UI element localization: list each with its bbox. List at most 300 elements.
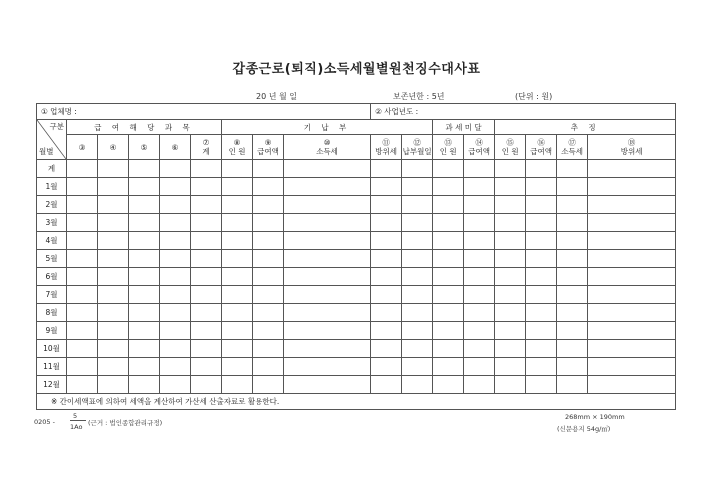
- entry-cell[interactable]: [588, 340, 676, 358]
- table-row: [37, 232, 676, 250]
- entry-cell[interactable]: [191, 214, 222, 232]
- group-untaxed-header: 과 세 미 달: [433, 120, 495, 135]
- entry-cell[interactable]: [222, 250, 253, 268]
- entry-cell[interactable]: [129, 304, 160, 322]
- entry-cell[interactable]: [371, 304, 402, 322]
- entry-cell[interactable]: [129, 268, 160, 286]
- column-number: ⑫: [413, 138, 421, 147]
- month-label: 4월: [37, 232, 67, 250]
- entry-cell[interactable]: [588, 232, 676, 250]
- entry-cell[interactable]: [253, 232, 284, 250]
- entry-cell[interactable]: [253, 358, 284, 376]
- column-header-16: [526, 135, 557, 160]
- entry-cell[interactable]: [402, 160, 433, 178]
- entry-cell[interactable]: [588, 250, 676, 268]
- month-label: 9월: [37, 322, 67, 340]
- table-row: [37, 376, 676, 394]
- company-label: ① 업체명 :: [41, 107, 77, 116]
- entry-cell[interactable]: [371, 376, 402, 394]
- table-row: [37, 358, 676, 376]
- column-header-18: [588, 135, 676, 160]
- entry-cell[interactable]: [222, 196, 253, 214]
- entry-cell[interactable]: [129, 160, 160, 178]
- entry-cell[interactable]: [253, 250, 284, 268]
- entry-cell[interactable]: [67, 160, 98, 178]
- entry-cell[interactable]: [160, 250, 191, 268]
- entry-cell[interactable]: [588, 286, 676, 304]
- entry-cell[interactable]: [67, 214, 98, 232]
- unit-note: (단위 : 원): [515, 92, 553, 101]
- entry-cell[interactable]: [495, 268, 526, 286]
- entry-cell[interactable]: [98, 358, 129, 376]
- entry-cell[interactable]: [191, 286, 222, 304]
- entry-cell[interactable]: [557, 376, 588, 394]
- date-line: 20 년 월 일: [256, 92, 297, 101]
- month-label: 7월: [37, 286, 67, 304]
- entry-cell[interactable]: [129, 340, 160, 358]
- column-label: 납부월일: [402, 147, 432, 156]
- entry-cell[interactable]: [67, 196, 98, 214]
- entry-cell[interactable]: [495, 214, 526, 232]
- entry-cell[interactable]: [67, 340, 98, 358]
- month-label: 12월: [37, 376, 67, 394]
- entry-cell[interactable]: [371, 178, 402, 196]
- entry-cell[interactable]: [98, 178, 129, 196]
- entry-cell[interactable]: [129, 358, 160, 376]
- entry-cell[interactable]: [495, 178, 526, 196]
- entry-cell[interactable]: [557, 250, 588, 268]
- corner-bottom-label: 월별: [39, 147, 54, 156]
- entry-cell[interactable]: [402, 178, 433, 196]
- column-header-6: [160, 135, 191, 160]
- entry-cell[interactable]: [557, 304, 588, 322]
- entry-cell[interactable]: [402, 250, 433, 268]
- entry-cell[interactable]: [129, 322, 160, 340]
- entry-cell[interactable]: [222, 232, 253, 250]
- entry-cell[interactable]: [433, 214, 464, 232]
- column-header-13: [433, 135, 464, 160]
- entry-cell[interactable]: [402, 376, 433, 394]
- entry-cell[interactable]: [402, 304, 433, 322]
- entry-cell[interactable]: [191, 322, 222, 340]
- column-number: ③: [78, 142, 86, 152]
- entry-cell[interactable]: [129, 214, 160, 232]
- entry-cell[interactable]: [67, 322, 98, 340]
- entry-cell[interactable]: [433, 286, 464, 304]
- entry-cell[interactable]: [433, 178, 464, 196]
- entry-cell[interactable]: [464, 232, 495, 250]
- entry-cell[interactable]: [402, 268, 433, 286]
- group-pay-header: 급 여 해 당 과 목: [67, 120, 222, 135]
- entry-cell[interactable]: [222, 268, 253, 286]
- column-header-5: [129, 135, 160, 160]
- entry-cell[interactable]: [402, 322, 433, 340]
- column-label: 방위세: [620, 147, 643, 156]
- entry-cell[interactable]: [160, 232, 191, 250]
- entry-cell[interactable]: [222, 340, 253, 358]
- entry-cell[interactable]: [67, 358, 98, 376]
- entry-cell[interactable]: [98, 196, 129, 214]
- entry-cell[interactable]: [588, 358, 676, 376]
- column-label: 방위세: [375, 147, 397, 156]
- entry-cell[interactable]: [588, 376, 676, 394]
- entry-cell[interactable]: [253, 340, 284, 358]
- entry-cell[interactable]: [284, 376, 371, 394]
- entry-cell[interactable]: [526, 322, 557, 340]
- entry-cell[interactable]: [191, 340, 222, 358]
- entry-cell[interactable]: [526, 250, 557, 268]
- entry-cell[interactable]: [253, 304, 284, 322]
- column-label: 인 원: [228, 147, 246, 156]
- entry-cell[interactable]: [284, 286, 371, 304]
- entry-cell[interactable]: [526, 340, 557, 358]
- entry-cell[interactable]: [98, 214, 129, 232]
- entry-cell[interactable]: [433, 322, 464, 340]
- entry-cell[interactable]: [284, 178, 371, 196]
- entry-cell[interactable]: [433, 304, 464, 322]
- entry-cell[interactable]: [588, 268, 676, 286]
- form-code-denominator: 1Ao: [70, 423, 83, 431]
- entry-cell[interactable]: [464, 178, 495, 196]
- entry-cell[interactable]: [464, 322, 495, 340]
- entry-cell[interactable]: [284, 196, 371, 214]
- entry-cell[interactable]: [253, 160, 284, 178]
- column-number: ⑰: [568, 138, 576, 147]
- entry-cell[interactable]: [222, 214, 253, 232]
- corner-cell: [37, 120, 67, 160]
- entry-cell[interactable]: [160, 196, 191, 214]
- table-row: [37, 250, 676, 268]
- entry-cell[interactable]: [402, 340, 433, 358]
- entry-cell[interactable]: [222, 322, 253, 340]
- entry-cell[interactable]: [433, 358, 464, 376]
- note-row: ※ 간이세액표에 의하여 세액을 계산하여 가산세 산출자료로 활용한다.: [37, 394, 676, 410]
- month-label: 계: [37, 160, 67, 178]
- entry-cell[interactable]: [191, 160, 222, 178]
- entry-cell[interactable]: [464, 286, 495, 304]
- entry-cell[interactable]: [495, 340, 526, 358]
- entry-cell[interactable]: [160, 322, 191, 340]
- column-header-8: [222, 135, 253, 160]
- entry-cell[interactable]: [557, 358, 588, 376]
- entry-cell[interactable]: [464, 268, 495, 286]
- column-label: 소득세: [316, 147, 338, 156]
- entry-cell[interactable]: [253, 268, 284, 286]
- entry-cell[interactable]: [284, 304, 371, 322]
- entry-cell[interactable]: [67, 232, 98, 250]
- entry-cell[interactable]: [284, 358, 371, 376]
- entry-cell[interactable]: [526, 160, 557, 178]
- entry-cell[interactable]: [371, 358, 402, 376]
- column-number: ⑩: [323, 138, 331, 147]
- entry-cell[interactable]: [464, 160, 495, 178]
- column-label: 급여액: [257, 147, 279, 156]
- entry-cell[interactable]: [129, 376, 160, 394]
- entry-cell[interactable]: [495, 160, 526, 178]
- entry-cell[interactable]: [222, 376, 253, 394]
- table-row: [37, 160, 676, 178]
- entry-cell[interactable]: [253, 214, 284, 232]
- entry-cell[interactable]: [464, 304, 495, 322]
- column-header-11: [371, 135, 402, 160]
- column-number: ⑪: [382, 138, 390, 147]
- entry-cell[interactable]: [98, 268, 129, 286]
- entry-cell[interactable]: [402, 196, 433, 214]
- entry-cell[interactable]: [588, 178, 676, 196]
- entry-cell[interactable]: [67, 268, 98, 286]
- entry-cell[interactable]: [588, 214, 676, 232]
- entry-cell[interactable]: [588, 322, 676, 340]
- entry-cell[interactable]: [433, 250, 464, 268]
- entry-cell[interactable]: [98, 250, 129, 268]
- ledger-table: [36, 103, 676, 410]
- entry-cell[interactable]: [191, 268, 222, 286]
- entry-cell[interactable]: [284, 232, 371, 250]
- entry-cell[interactable]: [160, 268, 191, 286]
- entry-cell[interactable]: [464, 376, 495, 394]
- entry-cell[interactable]: [253, 286, 284, 304]
- column-label: 인 원: [439, 147, 457, 156]
- entry-cell[interactable]: [557, 286, 588, 304]
- column-header-14: [464, 135, 495, 160]
- entry-cell[interactable]: [253, 196, 284, 214]
- entry-cell[interactable]: [495, 304, 526, 322]
- month-label: 8월: [37, 304, 67, 322]
- entry-cell[interactable]: [191, 304, 222, 322]
- entry-cell[interactable]: [98, 286, 129, 304]
- entry-cell[interactable]: [371, 214, 402, 232]
- entry-cell[interactable]: [371, 250, 402, 268]
- column-number: ⑬: [444, 138, 452, 147]
- entry-cell[interactable]: [67, 304, 98, 322]
- entry-cell[interactable]: [464, 250, 495, 268]
- entry-cell[interactable]: [495, 376, 526, 394]
- entry-cell[interactable]: [526, 358, 557, 376]
- entry-cell[interactable]: [98, 304, 129, 322]
- entry-cell[interactable]: [526, 286, 557, 304]
- entry-cell[interactable]: [402, 232, 433, 250]
- entry-cell[interactable]: [495, 286, 526, 304]
- form-code: 0205 -: [34, 418, 55, 426]
- entry-cell[interactable]: [526, 214, 557, 232]
- entry-cell[interactable]: [371, 196, 402, 214]
- column-number: ⑭: [475, 138, 483, 147]
- entry-cell[interactable]: [222, 304, 253, 322]
- basis-note: (근거 : 법인종합관리규정): [88, 419, 163, 427]
- corner-top-label: 구분: [49, 122, 64, 131]
- form-title: 갑종근로(퇴직)소득세월별원천징수대사표: [232, 62, 481, 77]
- table-row: [37, 322, 676, 340]
- entry-cell[interactable]: [588, 160, 676, 178]
- column-number: ⑨: [264, 138, 272, 147]
- table-row: [37, 286, 676, 304]
- entry-cell[interactable]: [284, 322, 371, 340]
- entry-cell[interactable]: [464, 358, 495, 376]
- entry-cell[interactable]: [160, 376, 191, 394]
- entry-cell[interactable]: [464, 214, 495, 232]
- entry-cell[interactable]: [191, 178, 222, 196]
- column-label: 인 원: [501, 147, 519, 156]
- table-row: [37, 178, 676, 196]
- month-label: 6월: [37, 268, 67, 286]
- column-header-12: [402, 135, 433, 160]
- entry-cell[interactable]: [284, 268, 371, 286]
- table-row: [37, 196, 676, 214]
- entry-cell[interactable]: [464, 340, 495, 358]
- month-label: 10월: [37, 340, 67, 358]
- business-year-field[interactable]: [371, 104, 676, 120]
- month-label: 3월: [37, 214, 67, 232]
- column-header-15: [495, 135, 526, 160]
- group-collect-header: 추 징: [495, 120, 676, 135]
- entry-cell[interactable]: [557, 196, 588, 214]
- entry-cell[interactable]: [222, 286, 253, 304]
- entry-cell[interactable]: [402, 214, 433, 232]
- entry-cell[interactable]: [588, 304, 676, 322]
- fraction-line: [70, 420, 86, 421]
- month-label: 1월: [37, 178, 67, 196]
- entry-cell[interactable]: [557, 232, 588, 250]
- column-number: ⑯: [537, 138, 545, 147]
- month-label: 2월: [37, 196, 67, 214]
- entry-cell[interactable]: [129, 196, 160, 214]
- paper-type: (신문용지 54g/㎡): [557, 425, 611, 433]
- entry-cell[interactable]: [526, 178, 557, 196]
- entry-cell[interactable]: [433, 196, 464, 214]
- column-number: ④: [109, 142, 117, 152]
- entry-cell[interactable]: [222, 178, 253, 196]
- entry-cell[interactable]: [588, 196, 676, 214]
- entry-cell[interactable]: [160, 286, 191, 304]
- entry-cell[interactable]: [371, 340, 402, 358]
- table-row: [37, 268, 676, 286]
- entry-cell[interactable]: [129, 286, 160, 304]
- entry-cell[interactable]: [433, 268, 464, 286]
- column-label: 급여액: [530, 147, 552, 156]
- entry-cell[interactable]: [433, 340, 464, 358]
- entry-cell[interactable]: [371, 268, 402, 286]
- entry-cell[interactable]: [160, 358, 191, 376]
- company-name-field[interactable]: [37, 104, 371, 120]
- entry-cell[interactable]: [557, 178, 588, 196]
- entry-cell[interactable]: [371, 232, 402, 250]
- entry-cell[interactable]: [495, 196, 526, 214]
- table-row: [37, 340, 676, 358]
- column-header-3: [67, 135, 98, 160]
- group-paid-header: 기 납 부: [222, 120, 433, 135]
- entry-cell[interactable]: [129, 178, 160, 196]
- column-header-17: [557, 135, 588, 160]
- retention-period: 보존년한 : 5년: [393, 92, 445, 101]
- table-row: [37, 304, 676, 322]
- entry-cell[interactable]: [160, 160, 191, 178]
- entry-cell[interactable]: [557, 214, 588, 232]
- form-code-numerator: 5: [73, 412, 78, 420]
- entry-cell[interactable]: [222, 358, 253, 376]
- entry-cell[interactable]: [495, 358, 526, 376]
- entry-cell[interactable]: [495, 250, 526, 268]
- entry-cell[interactable]: [98, 340, 129, 358]
- entry-cell[interactable]: [371, 322, 402, 340]
- entry-cell[interactable]: [191, 358, 222, 376]
- month-label: 11월: [37, 358, 67, 376]
- entry-cell[interactable]: [557, 160, 588, 178]
- entry-cell[interactable]: [557, 340, 588, 358]
- entry-cell[interactable]: [433, 376, 464, 394]
- entry-cell[interactable]: [433, 160, 464, 178]
- entry-cell[interactable]: [160, 340, 191, 358]
- entry-cell[interactable]: [402, 286, 433, 304]
- column-number: ⑤: [140, 142, 148, 152]
- entry-cell[interactable]: [464, 196, 495, 214]
- entry-cell[interactable]: [557, 268, 588, 286]
- entry-cell[interactable]: [284, 250, 371, 268]
- entry-cell[interactable]: [253, 322, 284, 340]
- column-label: 급여액: [468, 147, 490, 156]
- entry-cell[interactable]: [284, 160, 371, 178]
- entry-cell[interactable]: [222, 160, 253, 178]
- entry-cell[interactable]: [557, 322, 588, 340]
- column-number: ⑮: [506, 138, 514, 147]
- entry-cell[interactable]: [67, 178, 98, 196]
- column-number: ⑧: [233, 138, 241, 147]
- entry-cell[interactable]: [284, 214, 371, 232]
- column-number: ⑥: [171, 142, 179, 152]
- entry-cell[interactable]: [371, 160, 402, 178]
- entry-cell[interactable]: [191, 232, 222, 250]
- entry-cell[interactable]: [98, 232, 129, 250]
- entry-cell[interactable]: [98, 160, 129, 178]
- entry-cell[interactable]: [129, 250, 160, 268]
- entry-cell[interactable]: [191, 250, 222, 268]
- column-header-4: [98, 135, 129, 160]
- entry-cell[interactable]: [526, 232, 557, 250]
- entry-cell[interactable]: [433, 232, 464, 250]
- entry-cell[interactable]: [284, 340, 371, 358]
- entry-cell[interactable]: [67, 376, 98, 394]
- entry-cell[interactable]: [253, 178, 284, 196]
- entry-cell[interactable]: [526, 376, 557, 394]
- column-number: ⑱: [627, 138, 636, 147]
- entry-cell[interactable]: [495, 232, 526, 250]
- entry-cell[interactable]: [160, 178, 191, 196]
- business-year-label: ② 사업년도 :: [375, 107, 419, 116]
- entry-cell[interactable]: [191, 376, 222, 394]
- table-row: [37, 214, 676, 232]
- month-label: 5월: [37, 250, 67, 268]
- entry-cell[interactable]: [253, 376, 284, 394]
- entry-cell[interactable]: [495, 322, 526, 340]
- column-header-9: [253, 135, 284, 160]
- entry-cell[interactable]: [160, 214, 191, 232]
- paper-size: 268mm × 190mm: [565, 413, 625, 421]
- entry-cell[interactable]: [526, 304, 557, 322]
- entry-cell[interactable]: [160, 304, 191, 322]
- entry-cell[interactable]: [129, 232, 160, 250]
- column-label: 소득세: [561, 147, 583, 156]
- entry-cell[interactable]: [98, 376, 129, 394]
- entry-cell[interactable]: [526, 268, 557, 286]
- column-header-7: [191, 135, 222, 160]
- entry-cell[interactable]: [402, 358, 433, 376]
- entry-cell[interactable]: [67, 250, 98, 268]
- entry-cell[interactable]: [371, 286, 402, 304]
- entry-cell[interactable]: [67, 286, 98, 304]
- entry-cell[interactable]: [526, 196, 557, 214]
- column-number: ⑦: [202, 138, 210, 147]
- entry-cell[interactable]: [98, 322, 129, 340]
- entry-cell[interactable]: [191, 196, 222, 214]
